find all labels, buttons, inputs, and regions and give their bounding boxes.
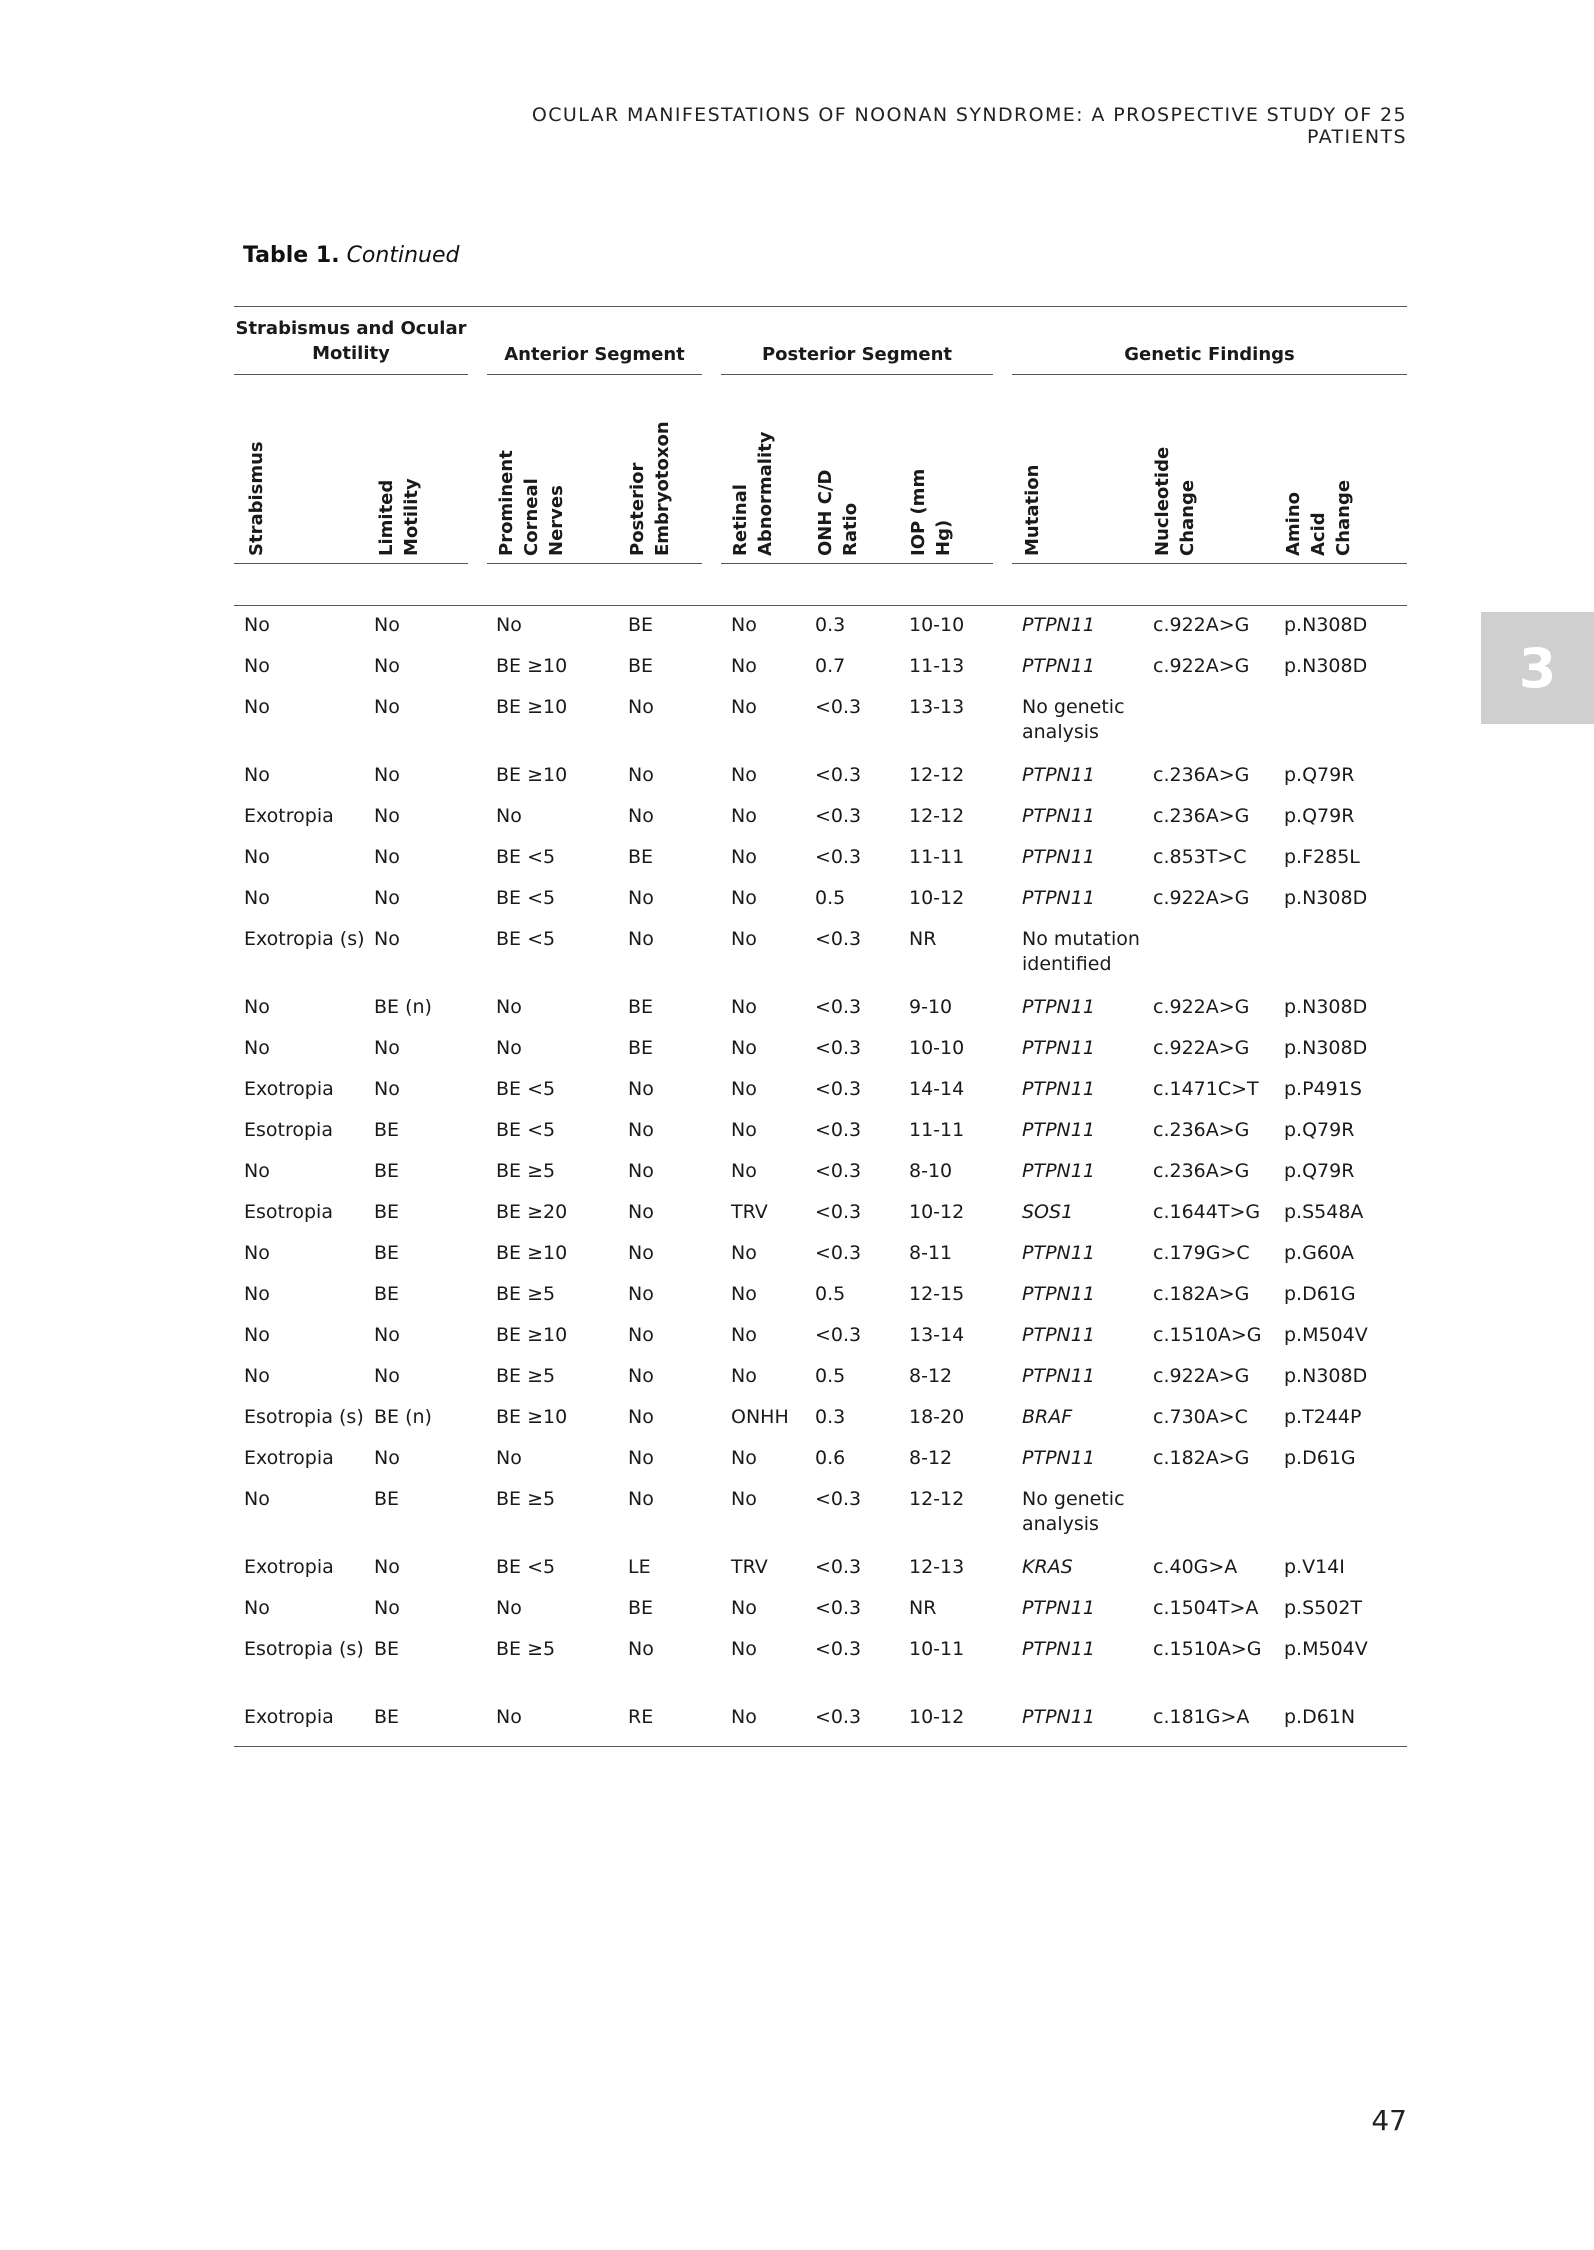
cell-iop: 12-12	[909, 1488, 965, 1510]
cell-embryotoxon: No	[628, 928, 654, 950]
cell-amino: p.Q79R	[1284, 1160, 1355, 1182]
cell-nucleotide: c.1504T>A	[1153, 1597, 1259, 1619]
cell-onh: 0.7	[815, 655, 846, 677]
table-header-bottom-rule	[234, 605, 1407, 606]
cell-mutation: No genetic analysis	[1022, 696, 1125, 743]
cell-iop: 11-11	[909, 846, 965, 868]
cell-iop: 8-12	[909, 1365, 953, 1387]
cell-motility: No	[374, 1365, 400, 1387]
cell-onh: <0.3	[815, 1706, 862, 1728]
cell-strabismus: Esotropia	[244, 1119, 333, 1141]
cell-retinal: No	[731, 696, 757, 718]
cell-mutation: No genetic analysis	[1022, 1488, 1125, 1535]
cell-amino: p.N308D	[1284, 996, 1368, 1018]
cell-onh: 0.5	[815, 1283, 846, 1305]
cell-embryotoxon: No	[628, 887, 654, 909]
group-header-genetic: Genetic Findings	[1124, 344, 1295, 365]
cell-strabismus: Esotropia	[244, 1201, 333, 1223]
cell-onh: 0.3	[815, 614, 846, 636]
cell-nerves: BE ≥10	[496, 764, 568, 786]
cell-nerves: BE <5	[496, 1556, 556, 1578]
cell-iop: 18-20	[909, 1406, 965, 1428]
caption-continued: Continued	[346, 243, 460, 268]
cell-nerves: BE <5	[496, 846, 556, 868]
cell-nucleotide: c.922A>G	[1153, 996, 1250, 1018]
cell-retinal: No	[731, 1447, 757, 1469]
cell-onh: 0.6	[815, 1447, 846, 1469]
cell-iop: 13-14	[909, 1324, 965, 1346]
cell-nucleotide: c.922A>G	[1153, 1365, 1250, 1387]
cell-mutation: PTPN11	[1022, 614, 1095, 636]
cell-strabismus: No	[244, 1160, 270, 1182]
cell-motility: BE (n)	[374, 1406, 432, 1428]
cell-amino: p.D61G	[1284, 1283, 1356, 1305]
cell-nerves: No	[496, 996, 522, 1018]
cell-nucleotide: c.181G>A	[1153, 1706, 1250, 1728]
cell-iop: 14-14	[909, 1078, 965, 1100]
cell-mutation: PTPN11	[1022, 1365, 1095, 1387]
cell-iop: 12-13	[909, 1556, 965, 1578]
table-bottom-rule	[234, 1746, 1407, 1747]
cell-amino: p.D61G	[1284, 1447, 1356, 1469]
cell-nucleotide: c.40G>A	[1153, 1556, 1238, 1578]
cell-retinal: TRV	[731, 1201, 768, 1223]
cell-motility: No	[374, 846, 400, 868]
cell-nucleotide: c.922A>G	[1153, 887, 1250, 909]
cell-amino: p.D61N	[1284, 1706, 1356, 1728]
cell-retinal: No	[731, 764, 757, 786]
cell-nerves: No	[496, 1037, 522, 1059]
cell-embryotoxon: No	[628, 1365, 654, 1387]
cell-amino: p.M504V	[1284, 1638, 1368, 1660]
cell-motility: BE	[374, 1638, 400, 1660]
group-rule-strabismus	[234, 374, 468, 375]
cell-mutation: PTPN11	[1022, 1638, 1095, 1660]
running-head: OCULAR MANIFESTATIONS OF NOONAN SYNDROME: A PROSPECTIVE STUDY OF 25 PATIENTS	[531, 104, 1407, 148]
table-caption	[243, 243, 459, 268]
cell-amino: p.N308D	[1284, 1365, 1368, 1387]
cell-retinal: No	[731, 1242, 757, 1264]
cell-nerves: BE ≥5	[496, 1488, 556, 1510]
cell-onh: <0.3	[815, 764, 862, 786]
cell-mutation: PTPN11	[1022, 764, 1095, 786]
cell-iop: 8-12	[909, 1447, 953, 1469]
cell-strabismus: No	[244, 1597, 270, 1619]
cell-retinal: No	[731, 1488, 757, 1510]
cell-nerves: BE ≥20	[496, 1201, 568, 1223]
cell-iop: 11-11	[909, 1119, 965, 1141]
cell-strabismus: Exotropia	[244, 805, 334, 827]
cell-embryotoxon: BE	[628, 846, 654, 868]
cell-retinal: No	[731, 887, 757, 909]
cell-strabismus: No	[244, 614, 270, 636]
cell-iop: 13-13	[909, 696, 965, 718]
col-header-mutation: Mutation	[1022, 464, 1043, 556]
cell-motility: BE	[374, 1201, 400, 1223]
cell-retinal: No	[731, 1283, 757, 1305]
cell-nucleotide: c.236A>G	[1153, 1119, 1250, 1141]
cell-onh: <0.3	[815, 1556, 862, 1578]
cell-nucleotide: c.236A>G	[1153, 764, 1250, 786]
cell-amino: p.Q79R	[1284, 805, 1355, 827]
cell-embryotoxon: No	[628, 1283, 654, 1305]
cell-mutation: PTPN11	[1022, 1037, 1095, 1059]
chapter-tab: 3	[1481, 612, 1594, 724]
cell-motility: No	[374, 1447, 400, 1469]
cell-nerves: BE ≥5	[496, 1365, 556, 1387]
cell-strabismus: Exotropia (s)	[244, 928, 365, 950]
cell-strabismus: No	[244, 1365, 270, 1387]
cell-motility: BE	[374, 1706, 400, 1728]
cell-iop: 9-10	[909, 996, 953, 1018]
cell-nucleotide: c.1510A>G	[1153, 1324, 1262, 1346]
group-rule-anterior	[487, 374, 702, 375]
cell-embryotoxon: BE	[628, 614, 654, 636]
cell-nucleotide: c.1644T>G	[1153, 1201, 1261, 1223]
cell-iop: 10-11	[909, 1638, 965, 1660]
cell-embryotoxon: No	[628, 1447, 654, 1469]
cell-strabismus: No	[244, 1283, 270, 1305]
cell-mutation: PTPN11	[1022, 1283, 1095, 1305]
cell-iop: 12-12	[909, 805, 965, 827]
cell-onh: <0.3	[815, 1201, 862, 1223]
cell-motility: No	[374, 1597, 400, 1619]
cell-mutation: PTPN11	[1022, 1706, 1095, 1728]
cell-amino: p.N308D	[1284, 614, 1368, 636]
cell-amino: p.P491S	[1284, 1078, 1362, 1100]
cell-nerves: No	[496, 805, 522, 827]
cell-motility: No	[374, 805, 400, 827]
cell-nucleotide: c.1510A>G	[1153, 1638, 1262, 1660]
cell-embryotoxon: No	[628, 1201, 654, 1223]
cell-motility: BE	[374, 1119, 400, 1141]
cell-nerves: BE ≥5	[496, 1283, 556, 1305]
cell-motility: BE	[374, 1283, 400, 1305]
cell-mutation: PTPN11	[1022, 1119, 1095, 1141]
cell-mutation: PTPN11	[1022, 1597, 1095, 1619]
cell-motility: BE	[374, 1160, 400, 1182]
cell-onh: <0.3	[815, 1037, 862, 1059]
cell-embryotoxon: No	[628, 1488, 654, 1510]
cell-nucleotide: c.182A>G	[1153, 1447, 1250, 1469]
cell-retinal: TRV	[731, 1556, 768, 1578]
cell-retinal: No	[731, 1324, 757, 1346]
cell-nerves: BE <5	[496, 887, 556, 909]
cell-amino: p.Q79R	[1284, 1119, 1355, 1141]
cell-onh: <0.3	[815, 1324, 862, 1346]
cell-strabismus: No	[244, 1324, 270, 1346]
header-rule-strabismus	[234, 563, 468, 564]
cell-mutation: PTPN11	[1022, 805, 1095, 827]
cell-motility: No	[374, 1037, 400, 1059]
cell-embryotoxon: No	[628, 1406, 654, 1428]
cell-mutation: SOS1	[1022, 1201, 1074, 1223]
cell-motility: BE	[374, 1242, 400, 1264]
cell-iop: NR	[909, 928, 937, 950]
cell-strabismus: No	[244, 764, 270, 786]
cell-motility: No	[374, 1324, 400, 1346]
cell-motility: No	[374, 614, 400, 636]
cell-amino: p.V14I	[1284, 1556, 1345, 1578]
header-rule-genetic	[1012, 563, 1407, 564]
cell-nerves: BE <5	[496, 1119, 556, 1141]
col-header-strabismus: Strabismus	[246, 441, 267, 556]
cell-retinal: No	[731, 1078, 757, 1100]
cell-onh: <0.3	[815, 1160, 862, 1182]
cell-embryotoxon: No	[628, 805, 654, 827]
cell-mutation: BRAF	[1022, 1406, 1073, 1428]
cell-onh: <0.3	[815, 846, 862, 868]
group-header-anterior: Anterior Segment	[504, 344, 685, 365]
cell-motility: No	[374, 887, 400, 909]
cell-embryotoxon: No	[628, 696, 654, 718]
cell-amino: p.S548A	[1284, 1201, 1364, 1223]
cell-strabismus: No	[244, 1037, 270, 1059]
cell-nerves: BE ≥10	[496, 1406, 568, 1428]
cell-retinal: No	[731, 1597, 757, 1619]
col-header-embryotoxon: Posterior Embryotoxon	[627, 421, 673, 556]
cell-embryotoxon: No	[628, 1160, 654, 1182]
cell-motility: No	[374, 1556, 400, 1578]
cell-retinal: No	[731, 996, 757, 1018]
cell-nerves: BE ≥10	[496, 696, 568, 718]
cell-nucleotide: c.1471C>T	[1153, 1078, 1259, 1100]
group-rule-posterior	[721, 374, 993, 375]
cell-onh: <0.3	[815, 996, 862, 1018]
cell-motility: BE	[374, 1488, 400, 1510]
cell-strabismus: No	[244, 996, 270, 1018]
cell-amino: p.Q79R	[1284, 764, 1355, 786]
cell-mutation: PTPN11	[1022, 1242, 1095, 1264]
cell-iop: 10-12	[909, 1706, 965, 1728]
cell-retinal: No	[731, 614, 757, 636]
cell-iop: 8-11	[909, 1242, 953, 1264]
cell-onh: <0.3	[815, 1488, 862, 1510]
col-header-nucleotide: Nucleotide Change	[1152, 446, 1198, 556]
group-header-strabismus: Strabismus and Ocular Motility	[235, 318, 467, 364]
cell-nerves: BE ≥10	[496, 1242, 568, 1264]
group-rule-genetic	[1012, 374, 1407, 375]
cell-nerves: BE <5	[496, 1078, 556, 1100]
cell-mutation: PTPN11	[1022, 887, 1095, 909]
cell-nerves: No	[496, 614, 522, 636]
col-header-retinal: Retinal Abnormality	[730, 431, 776, 556]
cell-nerves: BE ≥10	[496, 655, 568, 677]
cell-mutation: PTPN11	[1022, 1078, 1095, 1100]
page-number: 47	[1371, 2104, 1407, 2137]
cell-iop: 12-15	[909, 1283, 965, 1305]
cell-strabismus: Exotropia	[244, 1447, 334, 1469]
cell-amino: p.G60A	[1284, 1242, 1354, 1264]
cell-nucleotide: c.236A>G	[1153, 1160, 1250, 1182]
cell-retinal: No	[731, 928, 757, 950]
cell-embryotoxon: RE	[628, 1706, 654, 1728]
cell-amino: p.M504V	[1284, 1324, 1368, 1346]
cell-amino: p.S502T	[1284, 1597, 1363, 1619]
cell-mutation: PTPN11	[1022, 1447, 1095, 1469]
col-header-limited-motility: Limited Motility	[376, 478, 422, 556]
cell-onh: <0.3	[815, 696, 862, 718]
cell-onh: <0.3	[815, 1078, 862, 1100]
cell-embryotoxon: No	[628, 1638, 654, 1660]
cell-strabismus: No	[244, 887, 270, 909]
caption-label: Table 1.	[243, 243, 340, 268]
table-top-rule	[234, 306, 1407, 307]
cell-mutation: PTPN11	[1022, 1160, 1095, 1182]
cell-onh: 0.5	[815, 1365, 846, 1387]
cell-onh: <0.3	[815, 1597, 862, 1619]
header-rule-anterior	[487, 563, 702, 564]
cell-mutation: PTPN11	[1022, 1324, 1095, 1346]
cell-strabismus: No	[244, 696, 270, 718]
cell-nucleotide: c.179G>C	[1153, 1242, 1250, 1264]
cell-iop: 10-10	[909, 1037, 965, 1059]
cell-embryotoxon: BE	[628, 996, 654, 1018]
cell-motility: No	[374, 655, 400, 677]
cell-nerves: No	[496, 1706, 522, 1728]
header-rule-posterior	[721, 563, 993, 564]
cell-embryotoxon: No	[628, 1119, 654, 1141]
col-header-iop: IOP (mm Hg)	[908, 468, 954, 556]
cell-iop: NR	[909, 1597, 937, 1619]
cell-motility: No	[374, 1078, 400, 1100]
cell-nucleotide: c.236A>G	[1153, 805, 1250, 827]
col-header-corneal-nerves: Prominent Corneal Nerves	[496, 450, 567, 556]
cell-strabismus: Esotropia (s)	[244, 1406, 364, 1428]
cell-nucleotide: c.922A>G	[1153, 1037, 1250, 1059]
cell-embryotoxon: BE	[628, 1037, 654, 1059]
cell-iop: 10-10	[909, 614, 965, 636]
cell-nucleotide: c.853T>C	[1153, 846, 1247, 868]
cell-nucleotide: c.922A>G	[1153, 655, 1250, 677]
cell-retinal: ONHH	[731, 1406, 789, 1428]
cell-amino: p.N308D	[1284, 1037, 1368, 1059]
cell-nucleotide: c.922A>G	[1153, 614, 1250, 636]
cell-strabismus: Esotropia (s)	[244, 1638, 364, 1660]
cell-retinal: No	[731, 805, 757, 827]
col-header-onh-ratio: ONH C/D Ratio	[815, 469, 861, 556]
cell-embryotoxon: No	[628, 764, 654, 786]
data-table	[234, 306, 1407, 1746]
cell-nucleotide: c.182A>G	[1153, 1283, 1250, 1305]
cell-nerves: No	[496, 1597, 522, 1619]
cell-nerves: BE <5	[496, 928, 556, 950]
cell-amino: p.N308D	[1284, 655, 1368, 677]
cell-embryotoxon: BE	[628, 1597, 654, 1619]
cell-onh: <0.3	[815, 1242, 862, 1264]
cell-onh: <0.3	[815, 805, 862, 827]
cell-embryotoxon: No	[628, 1078, 654, 1100]
cell-retinal: No	[731, 1706, 757, 1728]
cell-strabismus: Exotropia	[244, 1556, 334, 1578]
col-header-amino: Amino Acid Change	[1283, 479, 1354, 556]
cell-strabismus: Exotropia	[244, 1078, 334, 1100]
cell-amino: p.F285L	[1284, 846, 1360, 868]
cell-nucleotide: c.730A>C	[1153, 1406, 1248, 1428]
cell-retinal: No	[731, 1638, 757, 1660]
cell-retinal: No	[731, 1119, 757, 1141]
cell-motility: BE (n)	[374, 996, 432, 1018]
cell-onh: <0.3	[815, 1119, 862, 1141]
cell-motility: No	[374, 764, 400, 786]
cell-embryotoxon: No	[628, 1242, 654, 1264]
cell-strabismus: Exotropia	[244, 1706, 334, 1728]
cell-onh: <0.3	[815, 1638, 862, 1660]
cell-motility: No	[374, 928, 400, 950]
cell-mutation: No mutation identified	[1022, 928, 1140, 975]
cell-motility: No	[374, 696, 400, 718]
cell-mutation: PTPN11	[1022, 655, 1095, 677]
cell-nerves: No	[496, 1447, 522, 1469]
cell-iop: 8-10	[909, 1160, 953, 1182]
cell-strabismus: No	[244, 1488, 270, 1510]
cell-onh: 0.3	[815, 1406, 846, 1428]
cell-retinal: No	[731, 846, 757, 868]
cell-onh: <0.3	[815, 928, 862, 950]
cell-iop: 11-13	[909, 655, 965, 677]
cell-retinal: No	[731, 1037, 757, 1059]
group-header-posterior: Posterior Segment	[761, 344, 953, 365]
cell-strabismus: No	[244, 846, 270, 868]
cell-nerves: BE ≥5	[496, 1638, 556, 1660]
cell-strabismus: No	[244, 1242, 270, 1264]
cell-embryotoxon: No	[628, 1324, 654, 1346]
cell-mutation: PTPN11	[1022, 846, 1095, 868]
cell-mutation: KRAS	[1022, 1556, 1073, 1578]
cell-onh: 0.5	[815, 887, 846, 909]
cell-embryotoxon: LE	[628, 1556, 651, 1578]
cell-amino: p.T244P	[1284, 1406, 1362, 1428]
cell-iop: 12-12	[909, 764, 965, 786]
cell-amino: p.N308D	[1284, 887, 1368, 909]
cell-retinal: No	[731, 1160, 757, 1182]
cell-nerves: BE ≥10	[496, 1324, 568, 1346]
cell-retinal: No	[731, 1365, 757, 1387]
cell-strabismus: No	[244, 655, 270, 677]
cell-retinal: No	[731, 655, 757, 677]
cell-nerves: BE ≥5	[496, 1160, 556, 1182]
cell-iop: 10-12	[909, 887, 965, 909]
cell-iop: 10-12	[909, 1201, 965, 1223]
cell-embryotoxon: BE	[628, 655, 654, 677]
cell-mutation: PTPN11	[1022, 996, 1095, 1018]
